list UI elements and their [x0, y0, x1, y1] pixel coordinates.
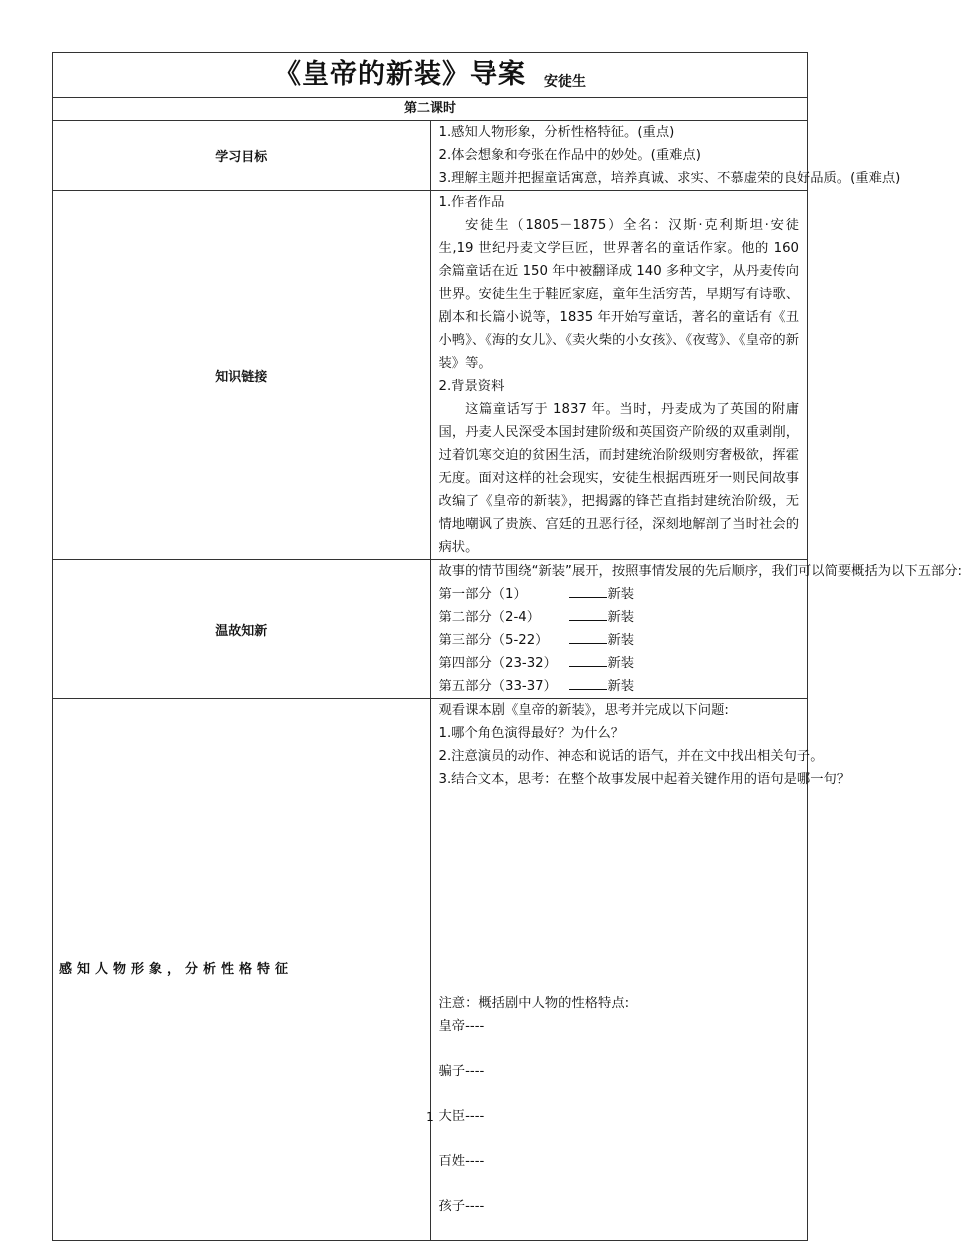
review-content [430, 560, 962, 699]
author-works-heading: 1.作者作品 [438, 195, 505, 210]
answer-blank[interactable] [569, 629, 607, 644]
analysis-content [430, 699, 851, 1241]
answer-space[interactable] [439, 791, 800, 991]
goals-label: 学习目标 [53, 121, 431, 191]
author-name: 安徒生 [544, 74, 586, 90]
plot-part-suffix: 新装 [607, 656, 635, 671]
plot-part [439, 652, 800, 675]
goals-content [430, 121, 901, 191]
page-number: 1 [426, 1110, 434, 1124]
character-trait-line: 骗子---- [438, 1064, 485, 1079]
question-item: 1.哪个角色演得最好？为什么？ [438, 726, 625, 741]
knowledge-content [430, 191, 808, 560]
plot-part [439, 583, 800, 606]
goal-item: 2.体会想象和夸张在作品中的妙处。(重难点) [438, 148, 701, 163]
plot-part [439, 675, 800, 698]
lesson-period: 第二课时 [53, 98, 808, 121]
author-works-paragraph: 安徒生（1805－1875）全名：汉斯·克利斯坦·安徒生,19 世纪丹麦文学巨匠，世界著名的童话作家。他的 160 余篇童话在近 150 年中被翻译成 140 多种文字，从丹麦传向世界。安徒生生于鞋匠家庭，童年生活穷苦，早期写有诗歌、剧本和长篇小说等，1835 年开始写童话，著名的童话有《丑小鸭》、《海的女儿》、《卖火柴的小女孩》、《夜莺》、《皇帝的新装》等。 [438, 218, 799, 371]
review-intro: 故事的情节围绕“新装”展开，按照事情发展的先后顺序，我们可以简要概括为以下五部分: [438, 564, 962, 579]
plot-part-label: 第四部分（23-32） [438, 656, 557, 671]
character-trait-line: 孩子---- [438, 1199, 485, 1214]
plot-part-suffix: 新装 [607, 633, 635, 648]
character-trait-line: 百姓---- [438, 1154, 485, 1169]
background-paragraph: 这篇童话写于 1837 年。当时，丹麦成为了英国的附庸国，丹麦人民深受本国封建阶级和英国资产阶级的双重剥削，过着饥寒交迫的贫困生活，而封建统治阶级则穷奢极欲，挥霍无度。面对这样的社会现实，安徒生根据西班牙一则民间故事改编了《皇帝的新装》，把揭露的锋芒直指封建统治阶级，无情地嘲讽了贵族、宫廷的丑恶行径，深刻地解剖了当时社会的病状。 [438, 402, 799, 555]
analysis-intro: 观看课本剧《皇帝的新装》，思考并完成以下问题: [438, 703, 729, 718]
answer-blank[interactable] [569, 606, 607, 621]
analysis-row [53, 699, 808, 1241]
plot-part-suffix: 新装 [607, 587, 635, 602]
plot-part-label: 第三部分（5-22） [438, 633, 549, 648]
goals-row [53, 121, 808, 191]
question-item: 3.结合文本，思考：在整个故事发展中起着关键作用的语句是哪一句？ [438, 772, 851, 787]
plot-part [439, 606, 800, 629]
question-item: 2.注意演员的动作、神态和说话的语气，并在文中找出相关句子。 [438, 749, 824, 764]
goal-item: 3.理解主题并把握童话寓意，培养真诚、求实、不慕虚荣的良好品质。(重难点) [438, 171, 901, 186]
review-row [53, 560, 808, 699]
plot-part-suffix: 新装 [607, 679, 635, 694]
answer-blank[interactable] [569, 583, 607, 598]
goal-item: 1.感知人物形象，分析性格特征。(重点) [438, 125, 675, 140]
plot-part-label: 第二部分（2-4） [438, 610, 540, 625]
background-heading: 2.背景资料 [438, 379, 505, 394]
title-cell [53, 53, 808, 98]
plot-part-label: 第五部分（33-37） [438, 679, 557, 694]
knowledge-label: 知识链接 [53, 191, 431, 560]
plot-part-label: 第一部分（1） [438, 587, 527, 602]
character-trait-line: 皇帝---- [438, 1019, 485, 1034]
character-trait-line: 大臣---- [438, 1109, 485, 1124]
answer-blank[interactable] [569, 652, 607, 667]
lesson-plan-table [52, 52, 962, 1241]
plot-part-suffix: 新装 [607, 610, 635, 625]
character-note: 注意：概括剧中人物的性格特点: [438, 996, 630, 1011]
knowledge-row [53, 191, 808, 560]
review-label: 温故知新 [53, 560, 431, 699]
analysis-label: 感知人物形象，分析性格特征 [53, 699, 431, 1241]
plot-part [439, 629, 800, 652]
answer-blank[interactable] [569, 675, 607, 690]
document-title: 《皇帝的新装》导案 [274, 59, 526, 90]
